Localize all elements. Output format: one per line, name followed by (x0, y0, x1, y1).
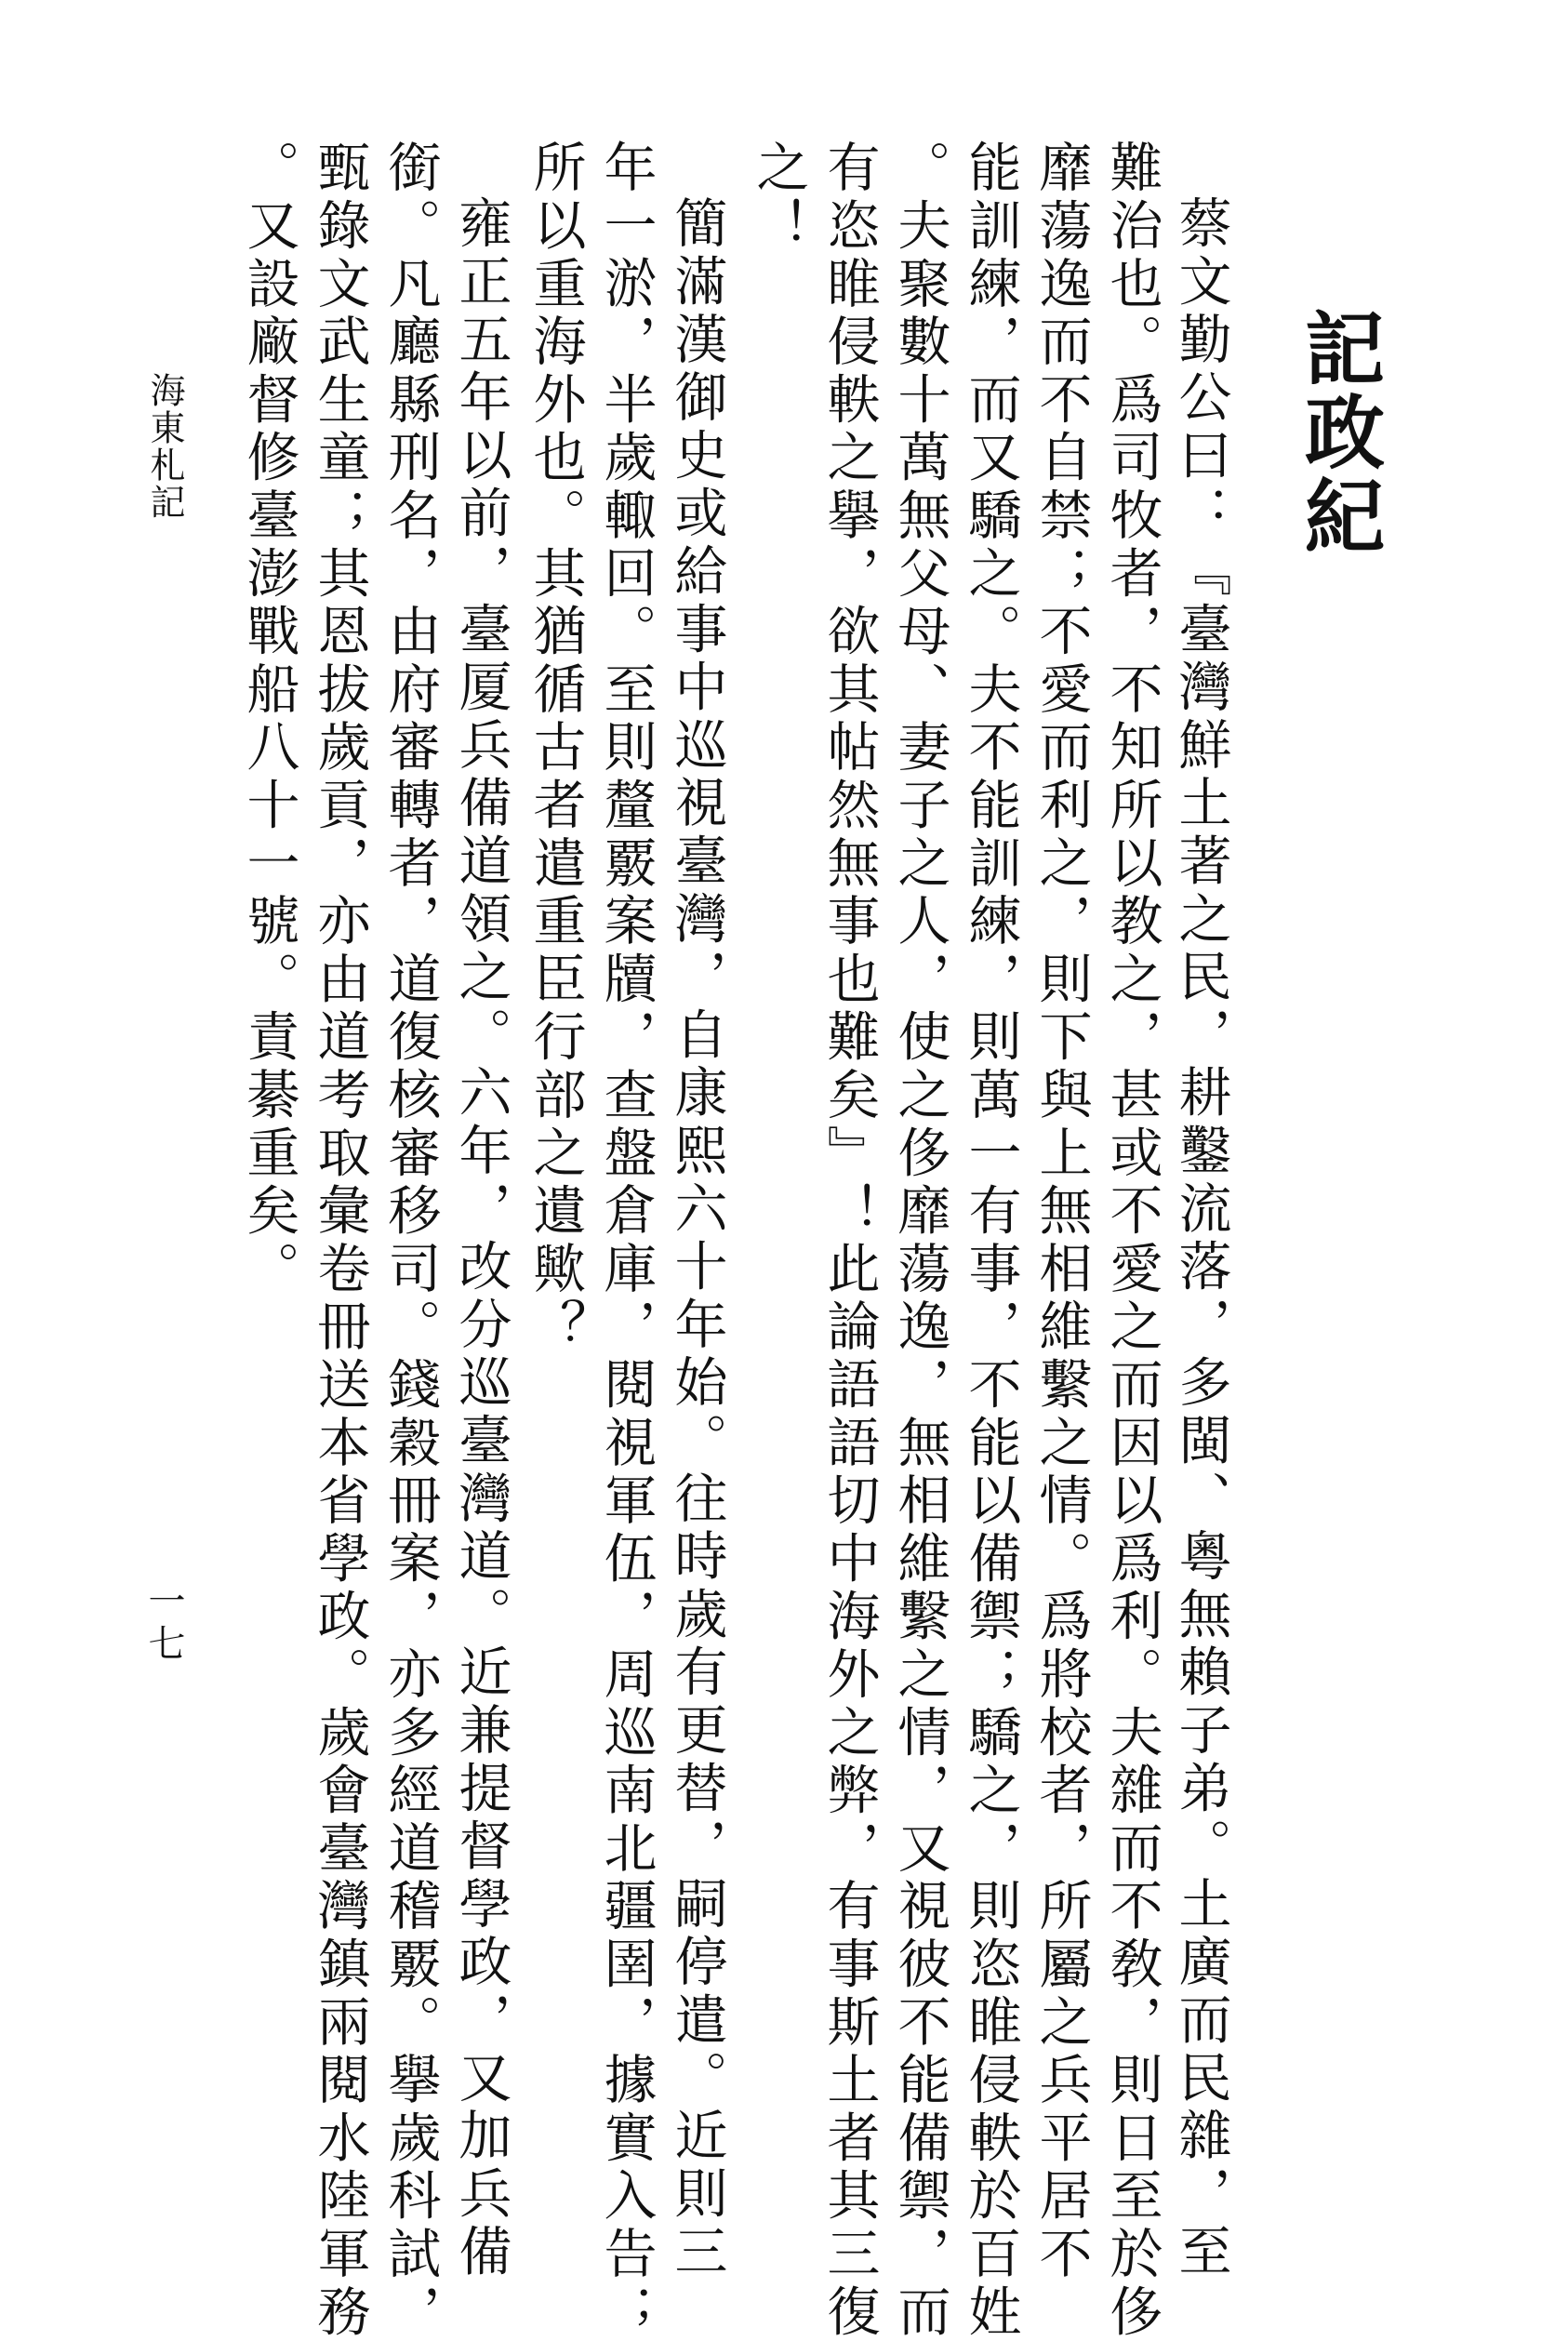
page-number: 一七 (142, 1581, 185, 1667)
text-column-4: 能訓練，而又驕之。夫不能訓練，則萬一有事，不能以備禦；驕之，則恣睢侵軼於百姓 (960, 140, 1021, 2341)
section-title: 記政紀 (1291, 307, 1385, 558)
text-column-11: 雍正五年以前，臺厦兵備道領之。六年，改分巡臺灣道。近兼提督學政，又加兵備 (450, 195, 512, 2281)
text-column-5: 。夫聚數十萬無父母、妻子之人，使之侈靡蕩逸，無相維繫之情，又視彼不能備禦，而 (889, 140, 950, 2341)
text-column-10: 所以重海外也。其猶循古者遣重臣行部之遺歟？ (525, 140, 586, 1357)
text-column-2: 難治也。爲司牧者，不知所以教之，甚或不愛之而因以爲利。夫雜而不敎，則日至於侈 (1101, 140, 1163, 2341)
text-column-14: 。又設廠督修臺澎戰船八十一號。責綦重矣。 (238, 140, 299, 1298)
text-column-3: 靡蕩逸而不自禁；不愛而利之，則下與上無相維繫之情。爲將校者，所屬之兵平居不 (1030, 140, 1092, 2284)
text-column-12: 銜。凡廳縣刑名，由府審轉者，道復核審移司。錢穀冊案，亦多經道稽覈。擧歲科試， (379, 140, 441, 2341)
text-column-6: 有恣睢侵軼之擧，欲其帖然無事也難矣』！此論語語切中海外之弊，有事斯土者其三復 (818, 140, 880, 2341)
text-column-8: 簡滿漢御史或給事中巡視臺灣，自康熙六十年始。往時歲有更替，嗣停遣。近則三 (666, 195, 727, 2281)
text-column-7: 之！ (748, 140, 809, 256)
text-column-9: 年一淤，半歲輙回。至則釐覈案牘，查盤倉庫，閱視軍伍，周巡南北疆圉，據實入告； (595, 140, 657, 2341)
running-title: 海東札記 (144, 372, 185, 521)
text-column-1: 蔡文勤公曰：『臺灣鮮土著之民，耕鑿流落，多閩、粵無賴子弟。土廣而民雜，至 (1170, 195, 1231, 2281)
text-column-13: 甄錄文武生童；其恩拔歲貢，亦由道考取彙卷冊送本省學政。歲會臺灣鎮兩閱水陸軍務 (309, 140, 370, 2341)
